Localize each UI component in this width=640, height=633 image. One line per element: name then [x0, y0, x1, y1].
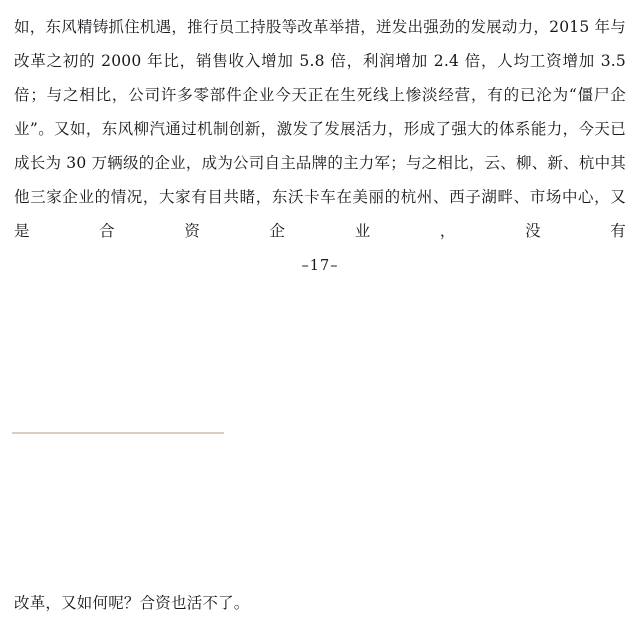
page-number: –17–: [301, 258, 339, 274]
page-bottom-text-block: [0, 586, 640, 620]
horizontal-rule: [12, 432, 224, 434]
page-divider-wrap: [0, 432, 640, 434]
page-top-text-block: [0, 0, 640, 274]
body-paragraph-bottom: 改革，又如何呢？合资也活不了。: [14, 594, 250, 612]
body-paragraph-top: 如，东风精铸抓住机遇，推行员工持股等改革举措，迸发出强劲的发展动力，2015 年与改革之初的 2000 年比，销售收入增加 5.8 倍，利润增加 2.4 倍，人均工资增加 3.5 倍；与之相比，公司许多零部件企业今天正在生死线上惨淡经营，有的已沦为“僵尸企业”。又如，东风柳汽通过机制创新，激发了发展活力，形成了强大的体系能力，今天已成长为 30 万辆级的企业，成为公司自主品牌的主力军；与之相比，云、柳、新、杭中其他三家企业的情况，大家有目共睹，东沃卡车在美丽的杭州、西子湖畔、市场中心，又是合资企业，没有: [14, 18, 626, 240]
